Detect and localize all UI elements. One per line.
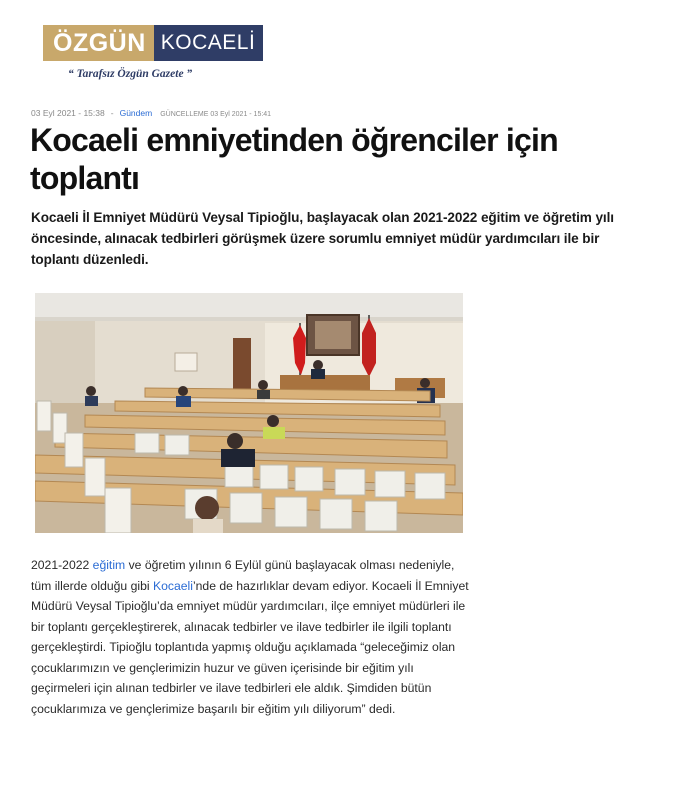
body-text-2: ve öğretim yılının 6 Eylül günü başlayacak olması nedeniyle, tüm illerde olduğu gibi [31,558,455,593]
body-text-3: ’nde de hazırlıklar devam ediyor. Kocaeli İl Emniyet Müdürü Veysal Tipioğlu’da emniyet müdür yardımcıları, ilçe emniyet müdürleri ile bir toplantı gerçekleştirerek, alınacak tedbirler ve ilave tedbirler ile ilgili toplantı gerçekleştirdi. Tipioğlu toplantıda yapmış olduğu açıklamada “geleceğimiz olan çocuklarımızın ve gençlerimizin huzur ve güven içerisinde bir eğitim yılı geçirmeleri için alınan tedbirler ve ilave tedbirleri ele aldık. Şimdiden bütün çocuklarımıza ve gençlerimize başarılı bir eğitim yılı diliyorum” dedi. [31,578,469,716]
article-meta [31,108,271,118]
site-logo[interactable] [43,25,263,61]
site-slogan: “ Tarafsız Özgün Gazete ” [68,68,193,80]
logo-ozgun-text: ÖZGÜN [43,25,154,61]
article-title: Kocaeli emniyetinden öğrenciler için toplantı [30,122,558,196]
article-photo [35,293,463,533]
article-lead: Kocaeli İl Emniyet Müdürü Veysal Tipioğlu, başlayacak olan 2021-2022 eğitim ve öğretim yılı öncesinde, alınacak tedbirleri görüşmek üzere sorumlu emniyet müdür yardımcıları ile bir toplantı düzenledi. [31,210,614,267]
logo-kocaeli-text: KOCAELİ [154,25,264,61]
egitim-link[interactable]: eğitim [92,558,126,572]
category-link[interactable]: Gündem [119,108,153,118]
kocaeli-link[interactable]: Kocaeli [152,578,193,593]
meta-separator: - [110,108,114,118]
article-body [31,555,471,719]
updated-date: GÜNCELLEME 03 Eyl 2021 - 15:41 [160,111,272,118]
body-text-1: 2021-2022 [31,558,93,572]
publish-date: 03 Eyl 2021 - 15:38 [31,108,105,118]
